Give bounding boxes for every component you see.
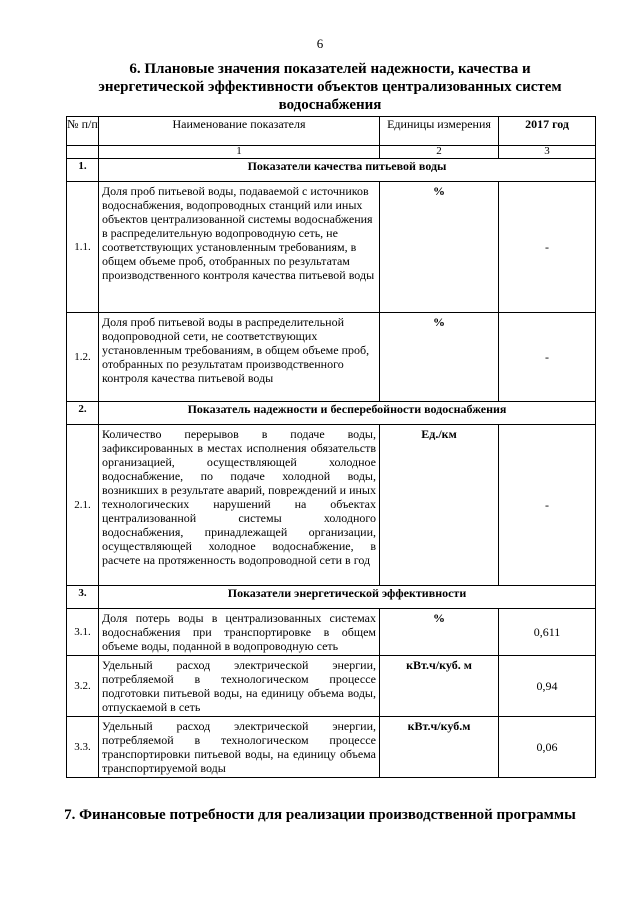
header-name: Наименование показателя [99,117,380,146]
index-empty [67,146,99,159]
row-unit-text: Ед./км [421,427,457,441]
section-num: 2. [67,402,99,425]
header-num: № п/п [67,117,99,146]
row-name-text: Количество перерывов в подаче воды, зафиксированных в местах исполнения обязательств организацией, осуществляющей холодное водоснабжение, по подаче холодной воды, возникших в результате аварий, повреждений и иных технологических нарушений на объектах централизованной системы холодного водоснабжения, принадлежащей организации, осуществляющей холодное водоснабжение, в расчете на протяженность водопроводной сети в год [102,427,376,567]
index-3: 3 [499,146,596,159]
row-value: - [499,425,596,586]
row-value: 0,06 [499,717,596,778]
indicators-table [66,116,596,778]
row-num: 3.3. [67,717,99,778]
row-name-text: Удельный расход электрической энергии, потребляемой в технологическом процессе подготовки питьевой воды, на единицу объема воды, отпускаемой в сеть [102,658,376,714]
row-value: - [499,313,596,402]
row-value: 0,611 [499,609,596,656]
row-name [99,656,380,717]
row-name-text: Доля проб питьевой воды, подаваемой с источников водоснабжения, водопроводных станций или иных объектов централизованной системы водоснабжения в распределительную водопроводную сеть, не соответствующих установленным требованиям, в общем объеме проб, отобранных по результатам производственного контроля качества питьевой воды [102,184,375,282]
section-heading: Показатели энергетической эффективности [99,586,596,609]
row-num: 2.1. [67,425,99,586]
row-unit-text: % [433,184,445,198]
row-name [99,313,380,402]
row-unit [380,313,499,402]
row-name [99,425,380,586]
row-unit [380,182,499,313]
section-num: 1. [67,159,99,182]
row-num: 3.1. [67,609,99,656]
row-unit-text: % [433,315,445,329]
table-row [67,313,596,402]
row-unit [380,425,499,586]
row-name [99,609,380,656]
section-heading: Показатель надежности и бесперебойности водоснабжения [99,402,596,425]
section-heading: Показатели качества питьевой воды [99,159,596,182]
row-unit-text: кВт.ч/куб. м [406,658,472,672]
row-name-text: Удельный расход электрической энергии, потребляемой в технологическом процессе транспортировки питьевой воды, на единицу объема транспортируемой воды [102,719,376,775]
row-name-text: Доля потерь воды в централизованных системах водоснабжения при транспортировке в общем объеме воды, поданной в водопроводную сеть [102,611,376,653]
table-row [67,425,596,586]
table-row [67,182,596,313]
row-num: 3.2. [67,656,99,717]
table-header-row [67,117,596,146]
index-1: 1 [99,146,380,159]
section-num: 3. [67,586,99,609]
next-section-title: 7. Финансовые потребности для реализации производственной программы [64,807,576,823]
row-unit [380,717,499,778]
header-year: 2017 год [499,117,596,146]
table-row [67,717,596,778]
row-unit [380,609,499,656]
row-name-text: Доля проб питьевой воды в распределительной водопроводной сети, не соответствующих установленным требованиям, в общем объеме проб, отобранных по результатам производственного контроля качества питьевой воды [102,315,370,385]
row-value: - [499,182,596,313]
section-title: 6. Плановые значения показателей надежности, качества и энергетической эффективности объектов централизованных систем водоснабжения [98,61,562,113]
row-num: 1.2. [67,313,99,402]
page-number: 6 [316,36,324,51]
table-index-row [67,146,596,159]
section-row [67,586,596,609]
section-row [67,159,596,182]
index-2: 2 [380,146,499,159]
row-unit-text: % [433,611,445,625]
row-unit-text: кВт.ч/куб.м [407,719,471,733]
table-row [67,656,596,717]
row-value: 0,94 [499,656,596,717]
row-name [99,182,380,313]
header-unit: Единицы измерения [380,117,499,146]
row-unit [380,656,499,717]
row-name [99,717,380,778]
row-num: 1.1. [67,182,99,313]
table-row [67,609,596,656]
section-row [67,402,596,425]
